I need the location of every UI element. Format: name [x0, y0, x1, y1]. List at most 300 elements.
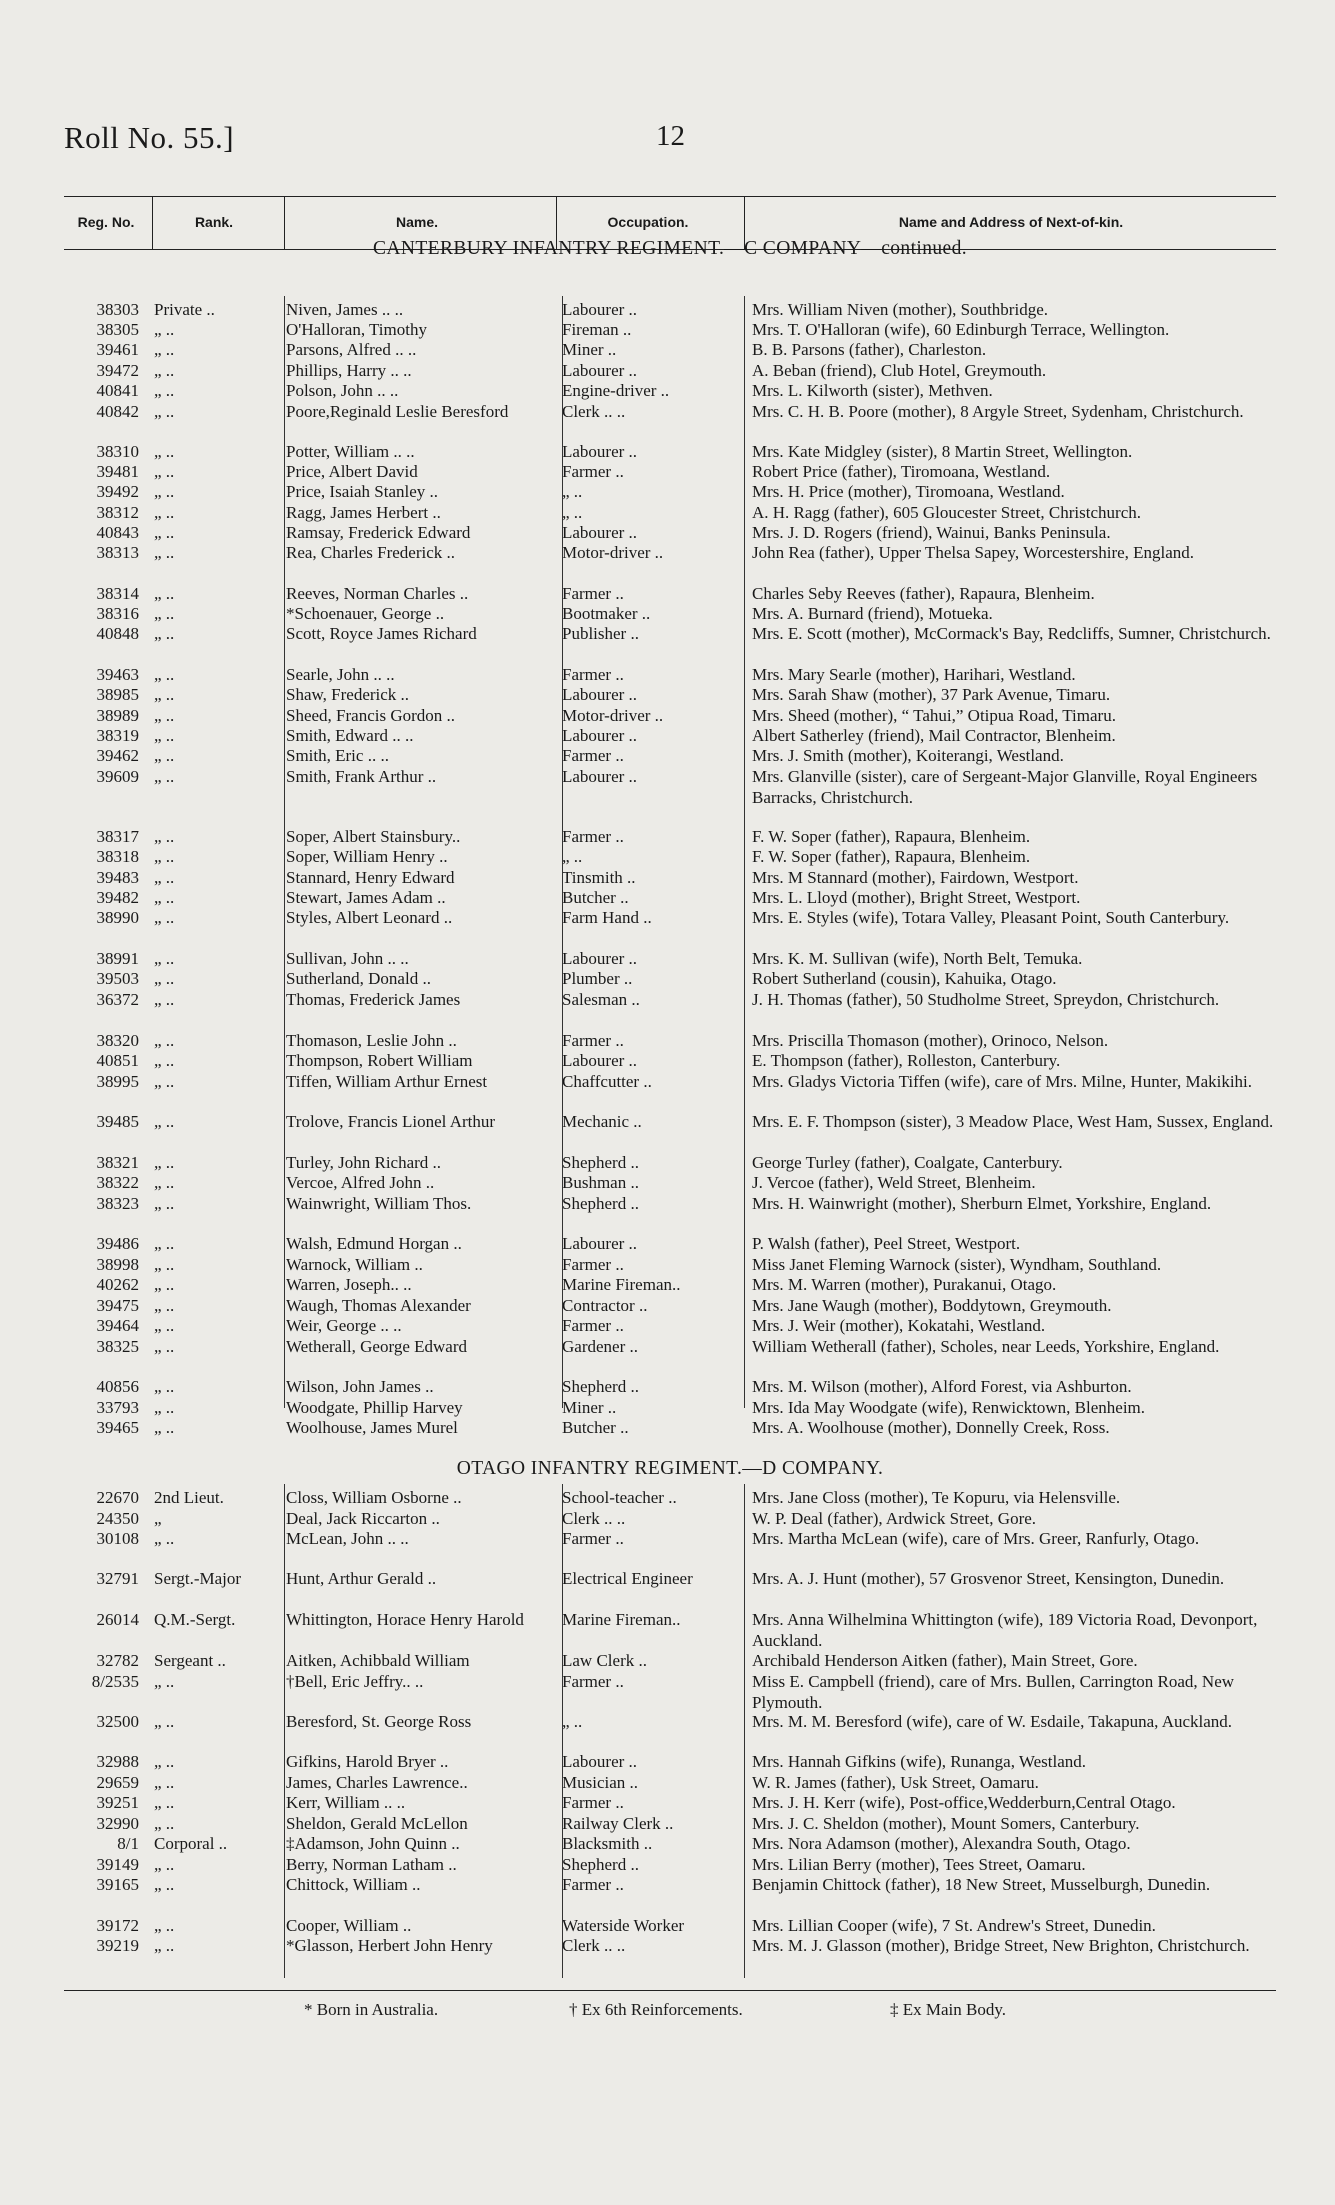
- soldier-name: Turley, John Richard ..: [286, 1153, 442, 1172]
- soldier-name: Price, Albert David: [286, 462, 418, 481]
- reg-number: 22670: [96, 1488, 139, 1507]
- next-of-kin: J. H. Thomas (father), 50 Studholme Street, Spreydon, Christchurch.: [752, 990, 1220, 1009]
- reg-number: 39251: [96, 1793, 139, 1812]
- next-of-kin: Mrs. Gladys Victoria Tiffen (wife), care of Mrs. Milne, Hunter, Makikihi.: [752, 1072, 1253, 1091]
- soldier-name: Thomason, Leslie John ..: [286, 1031, 457, 1050]
- soldier-name: Kerr, William .. ..: [286, 1793, 406, 1812]
- reg-number: 38325: [96, 1337, 139, 1356]
- reg-number: 39482: [96, 888, 139, 907]
- column-divider: [284, 296, 285, 1408]
- rank: „ ..: [154, 1936, 175, 1955]
- soldier-name: *Glasson, Herbert John Henry: [286, 1936, 493, 1955]
- col-reg-header: Reg. No.: [77, 214, 135, 230]
- soldier-name: Hunt, Arthur Gerald ..: [286, 1569, 437, 1588]
- occupation: Farmer ..: [562, 665, 624, 684]
- reg-number: 38323: [96, 1194, 139, 1213]
- soldier-name: Polson, John .. ..: [286, 381, 399, 400]
- roll-number: Roll No. 55.]: [64, 120, 235, 155]
- soldier-name: Shaw, Frederick ..: [286, 685, 410, 704]
- reg-number: 38303: [96, 300, 139, 319]
- rank: „ ..: [154, 1296, 175, 1315]
- reg-number: 26014: [96, 1610, 139, 1629]
- col-occupation-header: Occupation.: [607, 214, 689, 230]
- next-of-kin: Mrs. A. Woolhouse (mother), Donnelly Creek, Ross.: [752, 1418, 1110, 1437]
- rank: „ ..: [154, 665, 175, 684]
- soldier-name: Ramsay, Frederick Edward: [286, 523, 471, 542]
- occupation: Farmer ..: [562, 827, 624, 846]
- rank: „ ..: [154, 888, 175, 907]
- soldier-name: Aitken, Achibbald William: [286, 1651, 470, 1670]
- next-of-kin: P. Walsh (father), Peel Street, Westport.: [752, 1234, 1021, 1253]
- rank: „ ..: [154, 1072, 175, 1091]
- rank: „ ..: [154, 340, 175, 359]
- occupation: Farmer ..: [562, 584, 624, 603]
- reg-number: 33793: [96, 1398, 139, 1417]
- next-of-kin: Mrs. L. Lloyd (mother), Bright Street, Westport.: [752, 888, 1081, 907]
- rank: „: [154, 1509, 162, 1528]
- occupation: Labourer ..: [562, 442, 638, 461]
- occupation: Farmer ..: [562, 746, 624, 765]
- occupation: Plumber ..: [562, 969, 633, 988]
- soldier-name: Gifkins, Harold Bryer ..: [286, 1752, 449, 1771]
- soldier-name: †Bell, Eric Jeffry.. ..: [286, 1672, 424, 1691]
- next-of-kin: Mrs. E. Scott (mother), McCormack's Bay, Redcliffs, Sumner, Christchurch.: [752, 624, 1271, 643]
- rank: „ ..: [154, 1255, 175, 1274]
- next-of-kin: Mrs. Lilian Berry (mother), Tees Street, Oamaru.: [752, 1855, 1086, 1874]
- occupation: Bootmaker ..: [562, 604, 651, 623]
- reg-number: 36372: [96, 990, 139, 1009]
- rank: „ ..: [154, 624, 175, 643]
- reg-number: 32988: [96, 1752, 139, 1771]
- next-of-kin: Mrs. Priscilla Thomason (mother), Orinoco, Nelson.: [752, 1031, 1109, 1050]
- rank: „ ..: [154, 462, 175, 481]
- rank: „ ..: [154, 1377, 175, 1396]
- column-divider: [284, 1484, 285, 1978]
- reg-number: 38318: [96, 847, 139, 866]
- reg-number: 40851: [96, 1051, 139, 1070]
- next-of-kin: Mrs. Sarah Shaw (mother), 37 Park Avenue, Timaru.: [752, 685, 1111, 704]
- reg-number: 39461: [96, 340, 139, 359]
- reg-number: 29659: [96, 1773, 139, 1792]
- next-of-kin: Mrs. Lillian Cooper (wife), 7 St. Andrew's Street, Dunedin.: [752, 1916, 1156, 1935]
- occupation: Shepherd ..: [562, 1855, 639, 1874]
- occupation: Fireman ..: [562, 320, 632, 339]
- footnote-rule: [64, 1990, 1276, 1991]
- next-of-kin: Mrs. Hannah Gifkins (wife), Runanga, Westland.: [752, 1752, 1086, 1771]
- rank: „ ..: [154, 847, 175, 866]
- reg-number: 38998: [96, 1255, 139, 1274]
- rank: „ ..: [154, 543, 175, 562]
- soldier-name: Soper, Albert Stainsbury..: [286, 827, 461, 846]
- next-of-kin: Albert Satherley (friend), Mail Contractor, Blenheim.: [752, 726, 1116, 745]
- reg-number: 39165: [96, 1875, 139, 1894]
- rank: „ ..: [154, 1153, 175, 1172]
- occupation: Farmer ..: [562, 1793, 624, 1812]
- reg-number: 38317: [96, 827, 139, 846]
- reg-number: 38322: [96, 1173, 139, 1192]
- occupation: Farmer ..: [562, 1255, 624, 1274]
- soldier-name: Sheldon, Gerald McLellon: [286, 1814, 468, 1833]
- reg-number: 39481: [96, 462, 139, 481]
- rank: „ ..: [154, 1316, 175, 1335]
- rank: „ ..: [154, 523, 175, 542]
- occupation: Labourer ..: [562, 726, 638, 745]
- section-title-otago: OTAGO INFANTRY REGIMENT.—D COMPANY.: [456, 1458, 884, 1479]
- rank: Q.M.-Sergt.: [154, 1610, 236, 1629]
- occupation: Engine-driver ..: [562, 381, 670, 400]
- reg-number: 39492: [96, 482, 139, 501]
- reg-number: 38991: [96, 949, 139, 968]
- occupation: Farmer ..: [562, 1529, 624, 1548]
- soldier-name: Warren, Joseph.. ..: [286, 1275, 412, 1294]
- reg-number: 39609: [96, 767, 139, 786]
- reg-number: 38313: [96, 543, 139, 562]
- soldier-name: Tiffen, William Arthur Ernest: [286, 1072, 488, 1091]
- reg-number: 39472: [96, 361, 139, 380]
- next-of-kin: John Rea (father), Upper Thelsa Sapey, Worcestershire, England.: [752, 543, 1195, 562]
- next-of-kin: Mrs. Anna Wilhelmina Whittington (wife), 189 Victoria Road, Devonport, Auckland.: [752, 1610, 1258, 1650]
- soldier-name: Berry, Norman Latham ..: [286, 1855, 457, 1874]
- column-divider: [744, 296, 745, 1408]
- occupation: Musician ..: [562, 1773, 639, 1792]
- next-of-kin: Mrs. Kate Midgley (sister), 8 Martin Street, Wellington.: [752, 442, 1133, 461]
- next-of-kin: Mrs. K. M. Sullivan (wife), North Belt, Temuka.: [752, 949, 1083, 968]
- column-divider: [562, 1484, 563, 1978]
- soldier-name: Phillips, Harry .. ..: [286, 361, 412, 380]
- occupation: Labourer ..: [562, 949, 638, 968]
- rank: „ ..: [154, 1031, 175, 1050]
- rank: Corporal ..: [154, 1834, 228, 1853]
- occupation: Electrical Engineer: [562, 1569, 693, 1588]
- soldier-name: Chittock, William ..: [286, 1875, 421, 1894]
- next-of-kin: Miss E. Campbell (friend), care of Mrs. Bullen, Carrington Road, New Plymouth.: [752, 1672, 1235, 1712]
- soldier-name: Wilson, John James ..: [286, 1377, 434, 1396]
- soldier-name: Poore,Reginald Leslie Beresford: [286, 402, 509, 421]
- soldier-name: Whittington, Horace Henry Harold: [286, 1610, 524, 1629]
- next-of-kin: E. Thompson (father), Rolleston, Canterbury.: [752, 1051, 1061, 1070]
- rank: „ ..: [154, 361, 175, 380]
- rank: „ ..: [154, 1529, 175, 1548]
- occupation: Publisher ..: [562, 624, 639, 643]
- next-of-kin: Mrs. Nora Adamson (mother), Alexandra South, Otago.: [752, 1834, 1131, 1853]
- reg-number: 32500: [96, 1712, 139, 1731]
- section-title-canterbury: CANTERBURY INFANTRY REGIMENT.—C COMPANY—continued.: [372, 238, 967, 259]
- rank: „ ..: [154, 827, 175, 846]
- soldier-name: Parsons, Alfred .. ..: [286, 340, 417, 359]
- reg-number: 39462: [96, 746, 139, 765]
- next-of-kin: Mrs. M. Wilson (mother), Alford Forest, via Ashburton.: [752, 1377, 1132, 1396]
- reg-number: 8/2535: [91, 1672, 139, 1691]
- rank: „ ..: [154, 1855, 175, 1874]
- occupation: Labourer ..: [562, 767, 638, 786]
- next-of-kin: W. P. Deal (father), Ardwick Street, Gore.: [752, 1509, 1037, 1528]
- soldier-name: Potter, William .. ..: [286, 442, 415, 461]
- next-of-kin: Mrs. E. F. Thompson (sister), 3 Meadow Place, West Ham, Sussex, England.: [752, 1112, 1274, 1131]
- soldier-name: Sheed, Francis Gordon ..: [286, 706, 456, 725]
- reg-number: 40842: [96, 402, 139, 421]
- reg-number: 24350: [96, 1509, 139, 1528]
- next-of-kin: Mrs. H. Price (mother), Tiromoana, Westland.: [752, 482, 1065, 501]
- next-of-kin: Mrs. H. Wainwright (mother), Sherburn Elmet, Yorkshire, England.: [752, 1194, 1212, 1213]
- reg-number: 30108: [96, 1529, 139, 1548]
- soldier-name: Stannard, Henry Edward: [286, 868, 455, 887]
- rank: „ ..: [154, 402, 175, 421]
- reg-number: 38314: [96, 584, 139, 603]
- occupation: Labourer ..: [562, 361, 638, 380]
- rank: „ ..: [154, 442, 175, 461]
- next-of-kin: Mrs. M. M. Beresford (wife), care of W. Esdaile, Takapuna, Auckland.: [752, 1712, 1233, 1731]
- soldier-name: Styles, Albert Leonard ..: [286, 908, 453, 927]
- occupation: Marine Fireman..: [562, 1275, 681, 1294]
- rank: „ ..: [154, 726, 175, 745]
- soldier-name: Woodgate, Phillip Harvey: [286, 1398, 463, 1417]
- soldier-name: Sutherland, Donald ..: [286, 969, 431, 988]
- reg-number: 39464: [96, 1316, 139, 1335]
- next-of-kin: Mrs. E. Styles (wife), Totara Valley, Pleasant Point, South Canterbury.: [752, 908, 1230, 927]
- next-of-kin: Mrs. M Stannard (mother), Fairdown, Westport.: [752, 868, 1079, 887]
- column-divider: [562, 296, 563, 1408]
- next-of-kin: Mrs. Jane Closs (mother), Te Kopuru, via Helensville.: [752, 1488, 1121, 1507]
- rank: „ ..: [154, 1194, 175, 1213]
- occupation: Motor-driver ..: [562, 706, 664, 725]
- rank: „ ..: [154, 1752, 175, 1771]
- occupation: Blacksmith ..: [562, 1834, 653, 1853]
- rank: „ ..: [154, 767, 175, 786]
- occupation: „ ..: [562, 503, 583, 522]
- occupation: Labourer ..: [562, 1051, 638, 1070]
- rank: „ ..: [154, 969, 175, 988]
- soldier-name: Smith, Eric .. ..: [286, 746, 389, 765]
- occupation: Labourer ..: [562, 300, 638, 319]
- occupation: Miner ..: [562, 1398, 617, 1417]
- next-of-kin: Mrs. Sheed (mother), “ Tahui,” Otipua Road, Timaru.: [752, 706, 1116, 725]
- reg-number: 32990: [96, 1814, 139, 1833]
- next-of-kin: Mrs. Glanville (sister), care of Sergeant-Major Glanville, Royal Engineers Barracks, Christchurch.: [752, 767, 1258, 807]
- rank: „ ..: [154, 1916, 175, 1935]
- occupation: Labourer ..: [562, 1752, 638, 1771]
- next-of-kin: J. Vercoe (father), Weld Street, Blenheim.: [752, 1173, 1036, 1192]
- soldier-name: Ragg, James Herbert ..: [286, 503, 441, 522]
- soldier-name: Price, Isaiah Stanley ..: [286, 482, 439, 501]
- reg-number: 39486: [96, 1234, 139, 1253]
- soldier-name: Soper, William Henry ..: [286, 847, 448, 866]
- soldier-name: Smith, Edward .. ..: [286, 726, 414, 745]
- page-header: [64, 120, 1284, 164]
- occupation: Miner ..: [562, 340, 617, 359]
- next-of-kin: Mrs. C. H. B. Poore (mother), 8 Argyle Street, Sydenham, Christchurch.: [752, 402, 1244, 421]
- reg-number: 39483: [96, 868, 139, 887]
- reg-number: 39465: [96, 1418, 139, 1437]
- occupation: Waterside Worker: [562, 1916, 685, 1935]
- rank: „ ..: [154, 1398, 175, 1417]
- occupation: Bushman ..: [562, 1173, 639, 1192]
- rank: „ ..: [154, 584, 175, 603]
- reg-number: 38990: [96, 908, 139, 927]
- next-of-kin: Charles Seby Reeves (father), Rapaura, Blenheim.: [752, 584, 1095, 603]
- next-of-kin: A. Beban (friend), Club Hotel, Greymouth.: [752, 361, 1047, 380]
- rank: „ ..: [154, 1234, 175, 1253]
- next-of-kin: W. R. James (father), Usk Street, Oamaru.: [752, 1773, 1039, 1792]
- soldier-name: Scott, Royce James Richard: [286, 624, 477, 643]
- rank: 2nd Lieut.: [154, 1488, 224, 1507]
- occupation: „ ..: [562, 847, 583, 866]
- rank: „ ..: [154, 503, 175, 522]
- rank: „ ..: [154, 1337, 175, 1356]
- occupation: Railway Clerk ..: [562, 1814, 674, 1833]
- next-of-kin: B. B. Parsons (father), Charleston.: [752, 340, 987, 359]
- next-of-kin: Mrs. Jane Waugh (mother), Boddytown, Greymouth.: [752, 1296, 1112, 1315]
- next-of-kin: Mrs. A. J. Hunt (mother), 57 Grosvenor Street, Kensington, Dunedin.: [752, 1569, 1225, 1588]
- occupation: Gardener ..: [562, 1337, 638, 1356]
- next-of-kin: William Wetherall (father), Scholes, near Leeds, Yorkshire, England.: [752, 1337, 1220, 1356]
- occupation: „ ..: [562, 1712, 583, 1731]
- soldier-name: Beresford, St. George Ross: [286, 1712, 472, 1731]
- rank: „ ..: [154, 1875, 175, 1894]
- next-of-kin: Mrs. L. Kilworth (sister), Methven.: [752, 381, 993, 400]
- soldier-name: Wainwright, William Thos.: [286, 1194, 472, 1213]
- soldier-name: Woolhouse, James Murel: [286, 1418, 458, 1437]
- next-of-kin: F. W. Soper (father), Rapaura, Blenheim.: [752, 847, 1031, 866]
- reg-number: 38989: [96, 706, 139, 725]
- next-of-kin: Robert Sutherland (cousin), Kahuika, Otago.: [752, 969, 1057, 988]
- rank: Sergeant ..: [154, 1651, 226, 1670]
- soldier-name: Thomas, Frederick James: [286, 990, 461, 1009]
- occupation: Butcher ..: [562, 888, 629, 907]
- reg-number: 38985: [96, 685, 139, 704]
- rank: „ ..: [154, 1418, 175, 1437]
- occupation: Shepherd ..: [562, 1377, 639, 1396]
- next-of-kin: Mrs. J. H. Kerr (wife), Post-office,Wedderburn,Central Otago.: [752, 1793, 1176, 1812]
- rank: „ ..: [154, 706, 175, 725]
- footnote-born-australia: * Born in Australia.: [304, 2000, 439, 2019]
- reg-number: 39475: [96, 1296, 139, 1315]
- next-of-kin: Benjamin Chittock (father), 18 New Street, Musselburgh, Dunedin.: [752, 1875, 1211, 1894]
- soldier-name: ‡Adamson, John Quinn ..: [286, 1834, 460, 1853]
- soldier-name: Waugh, Thomas Alexander: [286, 1296, 471, 1315]
- soldier-name: Trolove, Francis Lionel Arthur: [286, 1112, 496, 1131]
- soldier-name: James, Charles Lawrence..: [286, 1773, 468, 1792]
- occupation: Labourer ..: [562, 523, 638, 542]
- occupation: Contractor ..: [562, 1296, 648, 1315]
- rank: Sergt.-Major: [154, 1569, 242, 1588]
- reg-number: 38321: [96, 1153, 139, 1172]
- soldier-name: Rea, Charles Frederick ..: [286, 543, 455, 562]
- reg-number: 39172: [96, 1916, 139, 1935]
- occupation: Labourer ..: [562, 1234, 638, 1253]
- rank: „ ..: [154, 990, 175, 1009]
- soldier-name: Cooper, William ..: [286, 1916, 412, 1935]
- reg-number: 38312: [96, 503, 139, 522]
- next-of-kin: Mrs. Mary Searle (mother), Harihari, Westland.: [752, 665, 1076, 684]
- rank: „ ..: [154, 482, 175, 501]
- reg-number: 40262: [96, 1275, 139, 1294]
- next-of-kin: Mrs. M. J. Glasson (mother), Bridge Street, New Brighton, Christchurch.: [752, 1936, 1250, 1955]
- reg-number: 39485: [96, 1112, 139, 1131]
- rank: „ ..: [154, 1112, 175, 1131]
- occupation: Chaffcutter ..: [562, 1072, 652, 1091]
- occupation: Clerk .. ..: [562, 402, 626, 421]
- col-rank-header: Rank.: [194, 214, 234, 230]
- occupation: Farm Hand ..: [562, 908, 652, 927]
- soldier-name: Sullivan, John .. ..: [286, 949, 409, 968]
- reg-number: 8/1: [117, 1834, 139, 1853]
- reg-number: 39463: [96, 665, 139, 684]
- reg-number: 32791: [96, 1569, 139, 1588]
- rank: „ ..: [154, 1173, 175, 1192]
- occupation: Marine Fireman..: [562, 1610, 681, 1629]
- occupation: Farmer ..: [562, 1031, 624, 1050]
- occupation: Butcher ..: [562, 1418, 629, 1437]
- occupation: Clerk .. ..: [562, 1936, 626, 1955]
- occupation: Farmer ..: [562, 462, 624, 481]
- reg-number: 38995: [96, 1072, 139, 1091]
- occupation: Labourer ..: [562, 685, 638, 704]
- next-of-kin: Mrs. J. Smith (mother), Koiterangi, Westland.: [752, 746, 1064, 765]
- rank: „ ..: [154, 1672, 175, 1691]
- soldier-name: Smith, Frank Arthur ..: [286, 767, 437, 786]
- occupation: Farmer ..: [562, 1672, 624, 1691]
- occupation: School-teacher ..: [562, 1488, 677, 1507]
- soldier-name: Searle, John .. ..: [286, 665, 395, 684]
- occupation: Salesman ..: [562, 990, 640, 1009]
- col-name-header: Name.: [395, 214, 439, 230]
- soldier-name: O'Halloran, Timothy: [286, 320, 427, 339]
- soldier-name: Stewart, James Adam ..: [286, 888, 446, 907]
- soldier-name: McLean, John .. ..: [286, 1529, 409, 1548]
- reg-number: 38305: [96, 320, 139, 339]
- soldier-name: *Schoenauer, George ..: [286, 604, 445, 623]
- next-of-kin: Miss Janet Fleming Warnock (sister), Wyndham, Southland.: [752, 1255, 1162, 1274]
- soldier-name: Wetherall, George Edward: [286, 1337, 467, 1356]
- footnote-ex-main-body: ‡ Ex Main Body.: [890, 2000, 1007, 2019]
- next-of-kin: Mrs. M. Warren (mother), Purakanui, Otago.: [752, 1275, 1057, 1294]
- rank: „ ..: [154, 908, 175, 927]
- rank: „ ..: [154, 1275, 175, 1294]
- soldier-name: Warnock, William ..: [286, 1255, 423, 1274]
- reg-number: 32782: [96, 1651, 139, 1670]
- reg-number: 39219: [96, 1936, 139, 1955]
- occupation: Clerk .. ..: [562, 1509, 626, 1528]
- next-of-kin: Mrs. Ida May Woodgate (wife), Renwicktown, Blenheim.: [752, 1398, 1146, 1417]
- next-of-kin: F. W. Soper (father), Rapaura, Blenheim.: [752, 827, 1031, 846]
- reg-number: 38319: [96, 726, 139, 745]
- occupation: Shepherd ..: [562, 1153, 639, 1172]
- next-of-kin: Archibald Henderson Aitken (father), Main Street, Gore.: [752, 1651, 1138, 1670]
- reg-number: 40848: [96, 624, 139, 643]
- soldier-name: Walsh, Edmund Horgan ..: [286, 1234, 462, 1253]
- next-of-kin: Mrs. J. D. Rogers (friend), Wainui, Banks Peninsula.: [752, 523, 1111, 542]
- occupation: „ ..: [562, 482, 583, 501]
- next-of-kin: Robert Price (father), Tiromoana, Westland.: [752, 462, 1051, 481]
- reg-number: 40856: [96, 1377, 139, 1396]
- soldier-name: Niven, James .. ..: [286, 300, 404, 319]
- rank: „ ..: [154, 1712, 175, 1731]
- next-of-kin: Mrs. Martha McLean (wife), care of Mrs. Greer, Ranfurly, Otago.: [752, 1529, 1200, 1548]
- reg-number: 38310: [96, 442, 139, 461]
- next-of-kin: Mrs. A. Burnard (friend), Motueka.: [752, 604, 993, 623]
- rank: „ ..: [154, 1773, 175, 1792]
- soldier-name: Deal, Jack Riccarton ..: [286, 1509, 440, 1528]
- footnote-ex-6th: † Ex 6th Reinforcements.: [569, 2000, 743, 2019]
- reg-number: 40843: [96, 523, 139, 542]
- rank: „ ..: [154, 685, 175, 704]
- soldier-name: Closs, William Osborne ..: [286, 1488, 462, 1507]
- rank: „ ..: [154, 746, 175, 765]
- rank: „ ..: [154, 949, 175, 968]
- soldier-name: Reeves, Norman Charles ..: [286, 584, 469, 603]
- occupation: Farmer ..: [562, 1875, 624, 1894]
- next-of-kin: Mrs. William Niven (mother), Southbridge.: [752, 300, 1048, 319]
